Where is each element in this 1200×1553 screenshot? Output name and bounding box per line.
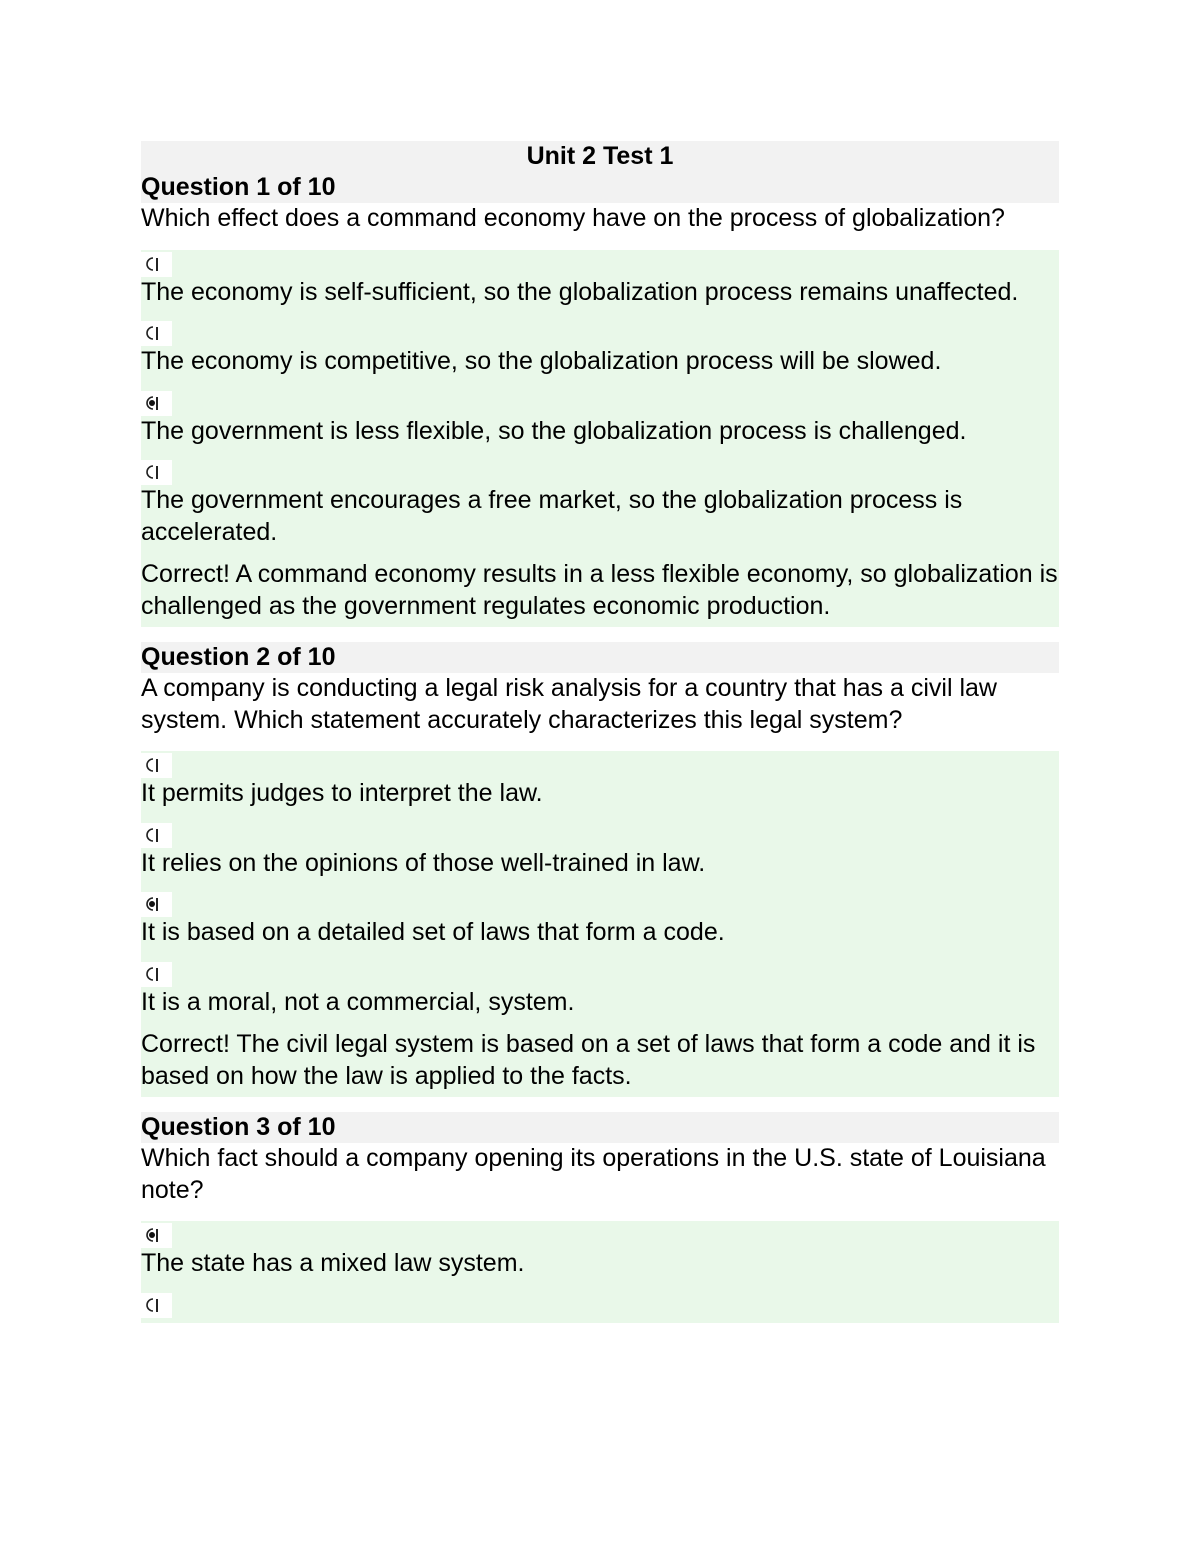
answer-option[interactable]: [141, 821, 1059, 891]
answer-options: [141, 250, 1059, 628]
divider: [141, 1097, 1059, 1112]
divider: [141, 627, 1059, 642]
answer-feedback: Correct! A command economy results in a less flexible economy, so globalization is challenged as the government regulates economic production.: [141, 560, 1058, 620]
question-2: [141, 642, 1059, 1097]
answer-option[interactable]: [141, 960, 1059, 1030]
answer-option-selected[interactable]: [141, 890, 1059, 960]
answer-option-text: It relies on the opinions of those well-trained in law.: [141, 848, 706, 877]
radio-unselected-icon[interactable]: [141, 460, 172, 485]
answer-option[interactable]: [141, 751, 1059, 821]
question-text: A company is conducting a legal risk analysis for a country that has a civil law system. Which statement accurately characterizes this legal system?: [141, 674, 997, 734]
radio-unselected-icon[interactable]: [141, 823, 172, 848]
answer-options: [141, 1221, 1059, 1323]
answer-option-text: It permits judges to interpret the law.: [141, 779, 543, 807]
question-header: Question 2 of 10: [141, 642, 1059, 673]
radio-unselected-icon[interactable]: [141, 962, 172, 987]
answer-option-text: The government encourages a free market, so the globalization process is accelerated.: [141, 486, 963, 546]
question-text: Which fact should a company opening its operations in the U.S. state of Louisiana note?: [141, 1144, 1046, 1204]
radio-unselected-icon[interactable]: [141, 753, 172, 778]
page-title: Unit 2 Test 1: [141, 141, 1059, 172]
question-3: [141, 1112, 1059, 1323]
radio-unselected-icon[interactable]: [141, 1293, 172, 1318]
radio-selected-icon[interactable]: [141, 391, 172, 416]
document-page: [141, 141, 1059, 1323]
question-header: Question 1 of 10: [141, 172, 1059, 203]
answer-option[interactable]: [141, 458, 1059, 559]
answer-option-text: The economy is self-sufficient, so the globalization process remains unaffected.: [141, 277, 1019, 306]
radio-unselected-icon[interactable]: [141, 252, 172, 277]
answer-option[interactable]: [141, 1291, 1059, 1320]
question-header: Question 3 of 10: [141, 1112, 1059, 1143]
answer-feedback: Correct! The civil legal system is based on a set of laws that form a code and it is based on how the law is applied to the facts.: [141, 1030, 1036, 1090]
answer-option-selected[interactable]: [141, 1221, 1059, 1291]
answer-option-text: It is based on a detailed set of laws that form a code.: [141, 918, 725, 946]
answer-option-text: It is a moral, not a commercial, system.: [141, 987, 575, 1016]
answer-option-text: The state has a mixed law system.: [141, 1249, 525, 1277]
question-text: Which effect does a command economy have on the process of globalization?: [141, 204, 1005, 232]
radio-unselected-icon[interactable]: [141, 321, 172, 346]
answer-option-text: The economy is competitive, so the globalization process will be slowed.: [141, 347, 942, 375]
answer-options: [141, 751, 1059, 1097]
radio-selected-icon[interactable]: [141, 892, 172, 917]
answer-option[interactable]: [141, 319, 1059, 389]
answer-option[interactable]: [141, 250, 1059, 320]
question-1: [141, 172, 1059, 627]
answer-option-selected[interactable]: [141, 389, 1059, 459]
radio-selected-icon[interactable]: [141, 1223, 172, 1248]
answer-option-text: The government is less flexible, so the globalization process is challenged.: [141, 416, 967, 445]
